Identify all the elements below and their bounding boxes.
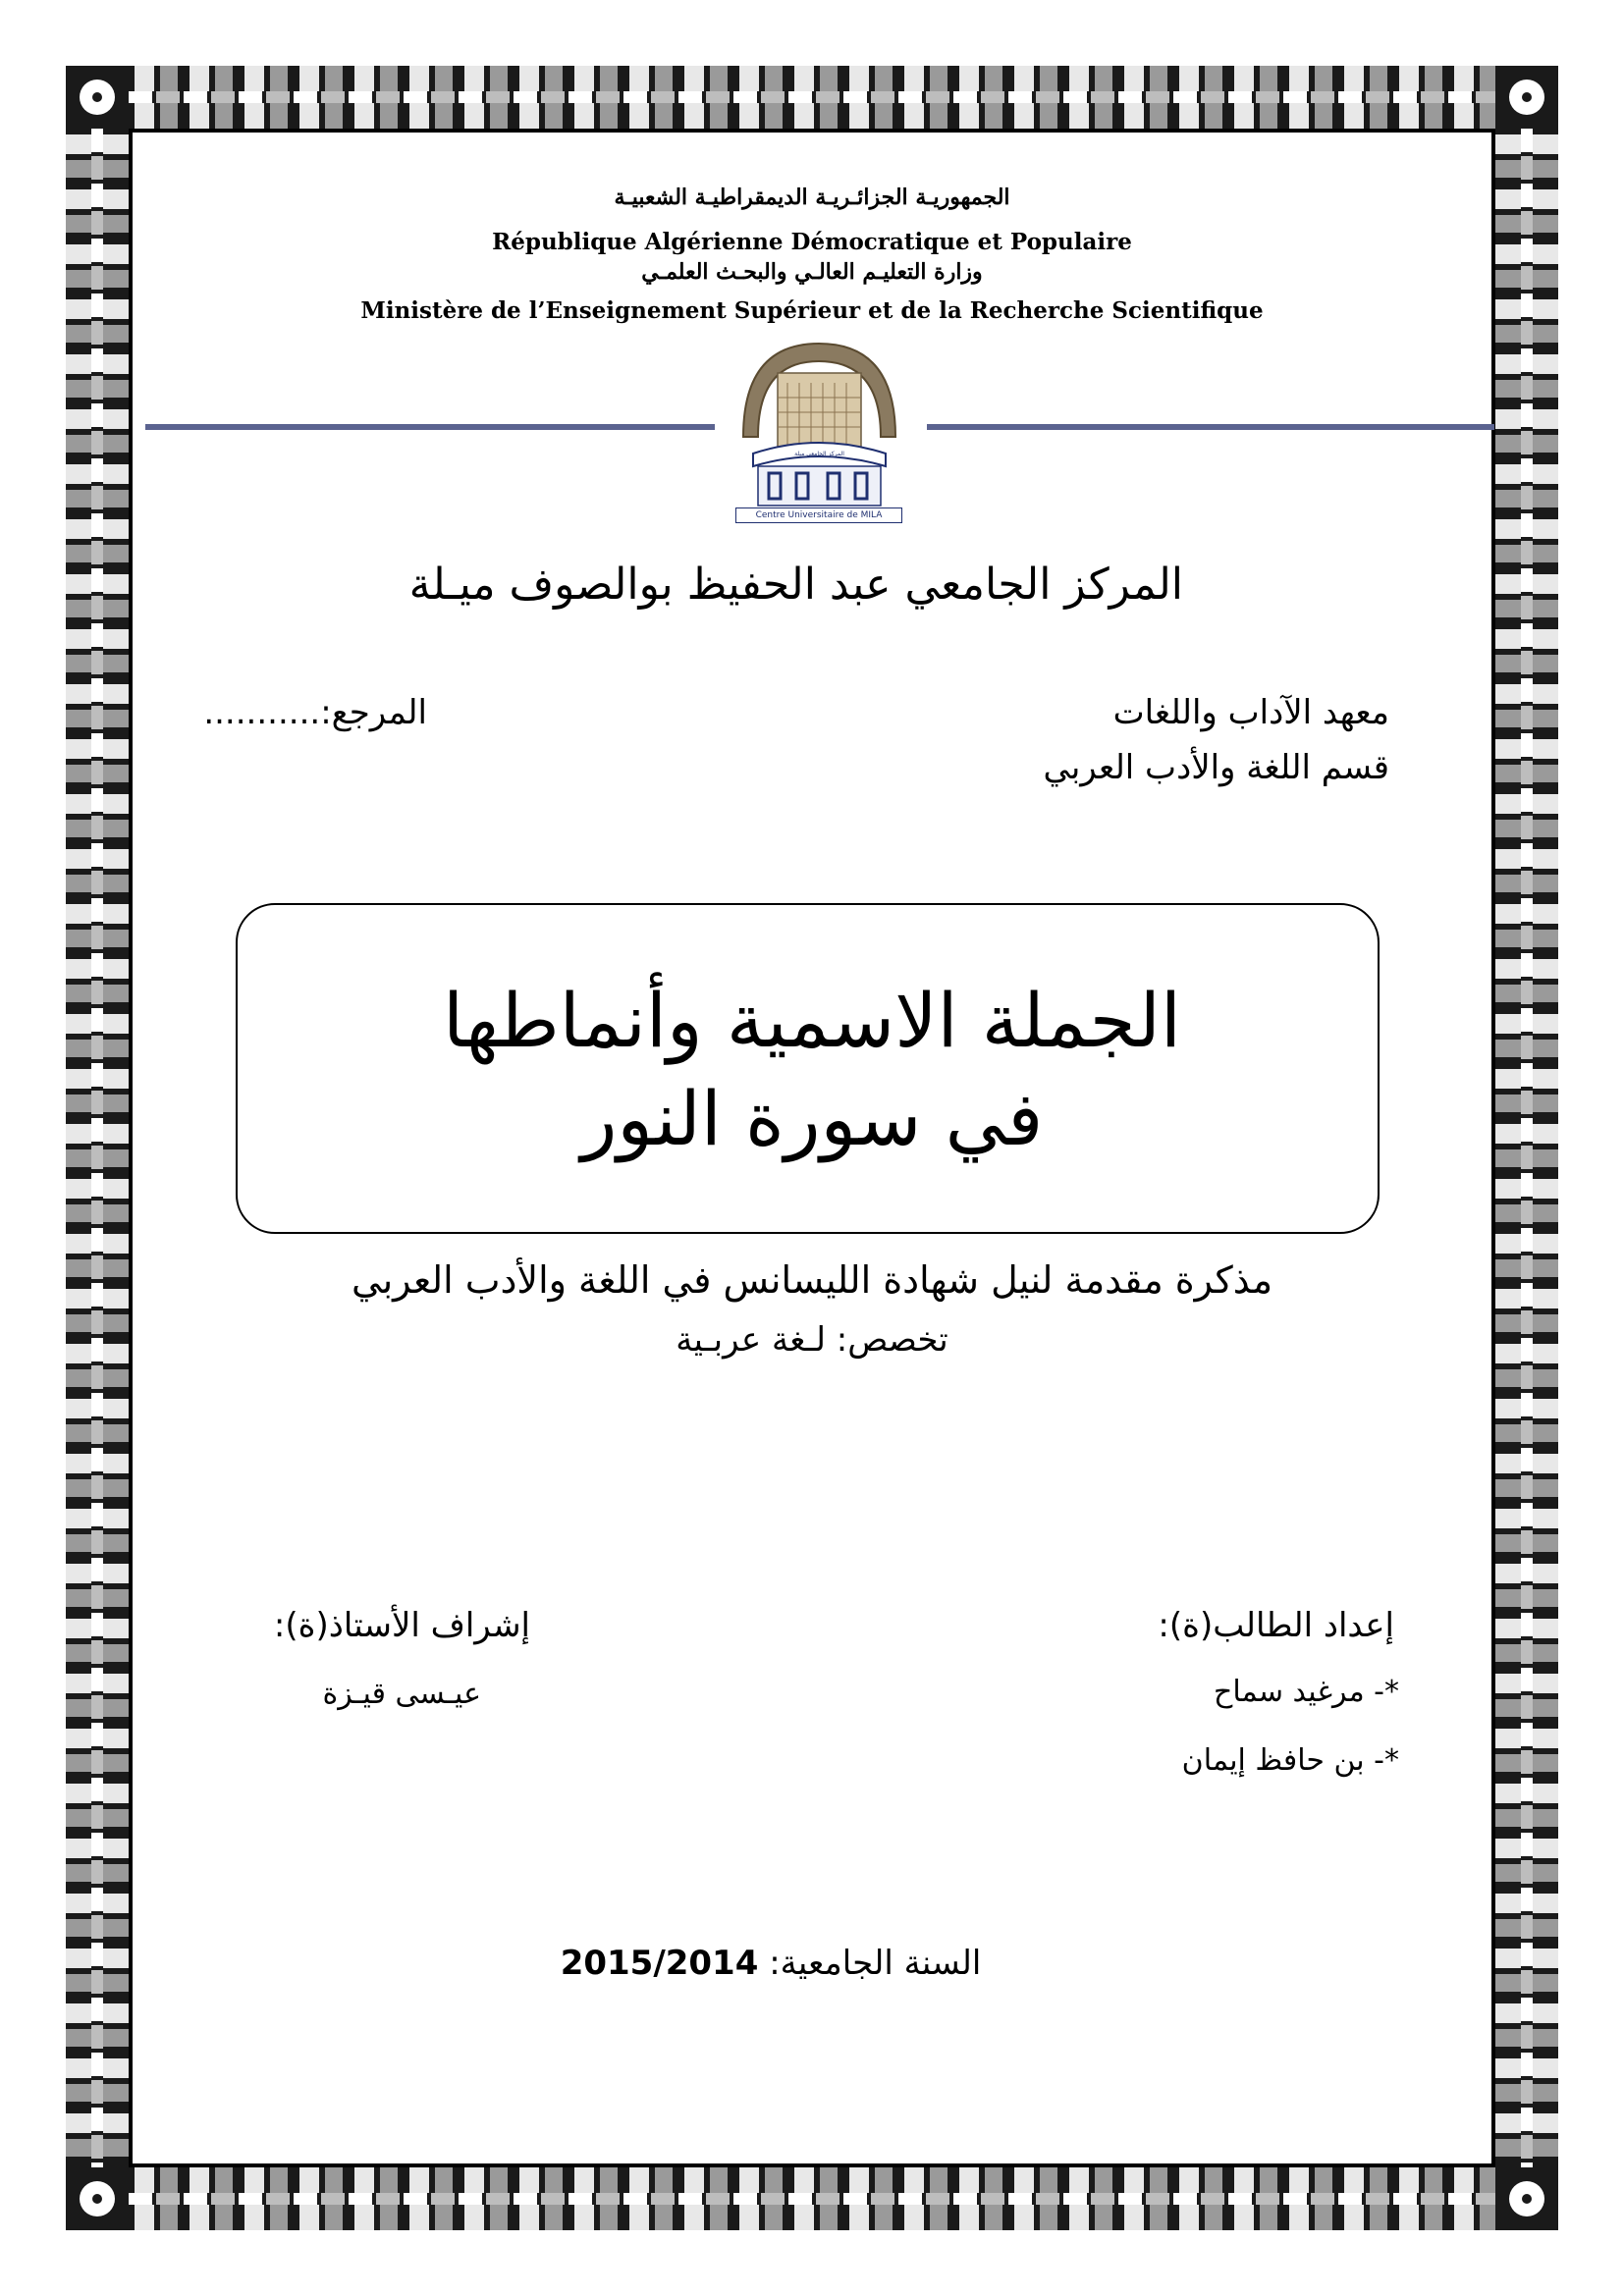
corner-ornament-icon [1495, 2167, 1558, 2230]
university-logo [733, 334, 905, 525]
bottom-border-band [129, 2167, 1495, 2230]
reference-field: المرجع:........... [203, 693, 427, 732]
republic-arabic: الجمهوريـة الجزائـريـة الديمقراطيـة الشعبيـة [614, 185, 1010, 210]
republic-french: République Algérienne Démocratique et Populaire [492, 229, 1132, 255]
ministry-arabic: وزارة التعليـم العالـي والبحـث العلمـي [641, 259, 983, 285]
supervisor-label: إشراف الأستاذ(ة): [273, 1606, 530, 1645]
thesis-note: مذكرة مقدمة لنيل شهادة الليسانس في اللغة والأدب العربي [351, 1258, 1273, 1302]
logo-caption: Centre Universitaire de MILA [735, 507, 902, 523]
top-border-band [129, 66, 1495, 129]
student-name: *- بن حافظ إيمان [1181, 1743, 1399, 1778]
university-building-icon [733, 334, 905, 525]
university-name: المركز الجامعي عبد الحفيظ بوالصوف ميـلة [408, 560, 1183, 610]
right-divider [927, 424, 1494, 430]
academic-year [550, 1944, 992, 1983]
supervisor-name: عيـسى قيـزة [322, 1677, 481, 1711]
thesis-title-line1: الجملة الاسمية وأنماطها [443, 977, 1181, 1064]
logo-inner-text: المركز الجامعي ميلة [794, 451, 844, 457]
thesis-title-line2: في سورة النور [580, 1075, 1044, 1162]
institute-name: معهد الآداب واللغات [1112, 693, 1389, 732]
student-name: *- مرغيد سماح [1214, 1675, 1399, 1709]
corner-ornament-icon [66, 66, 129, 129]
corner-ornament-icon [1495, 66, 1558, 129]
specialty: تخصص: لـغة عربـية [676, 1320, 948, 1360]
title-box [236, 903, 1380, 1234]
academic-year-value: 2015/2014 [560, 1944, 759, 1983]
ministry-french: Ministère de l’Enseignement Supérieur et de la Recherche Scientifique [360, 297, 1264, 324]
corner-ornament-icon [66, 2167, 129, 2230]
academic-year-label: السنة الجامعية: [769, 1944, 982, 1983]
left-divider [145, 424, 715, 430]
students-label: إعداد الطالب(ة): [1158, 1606, 1394, 1645]
department-name: قسم اللغة والأدب العربي [1043, 748, 1389, 787]
